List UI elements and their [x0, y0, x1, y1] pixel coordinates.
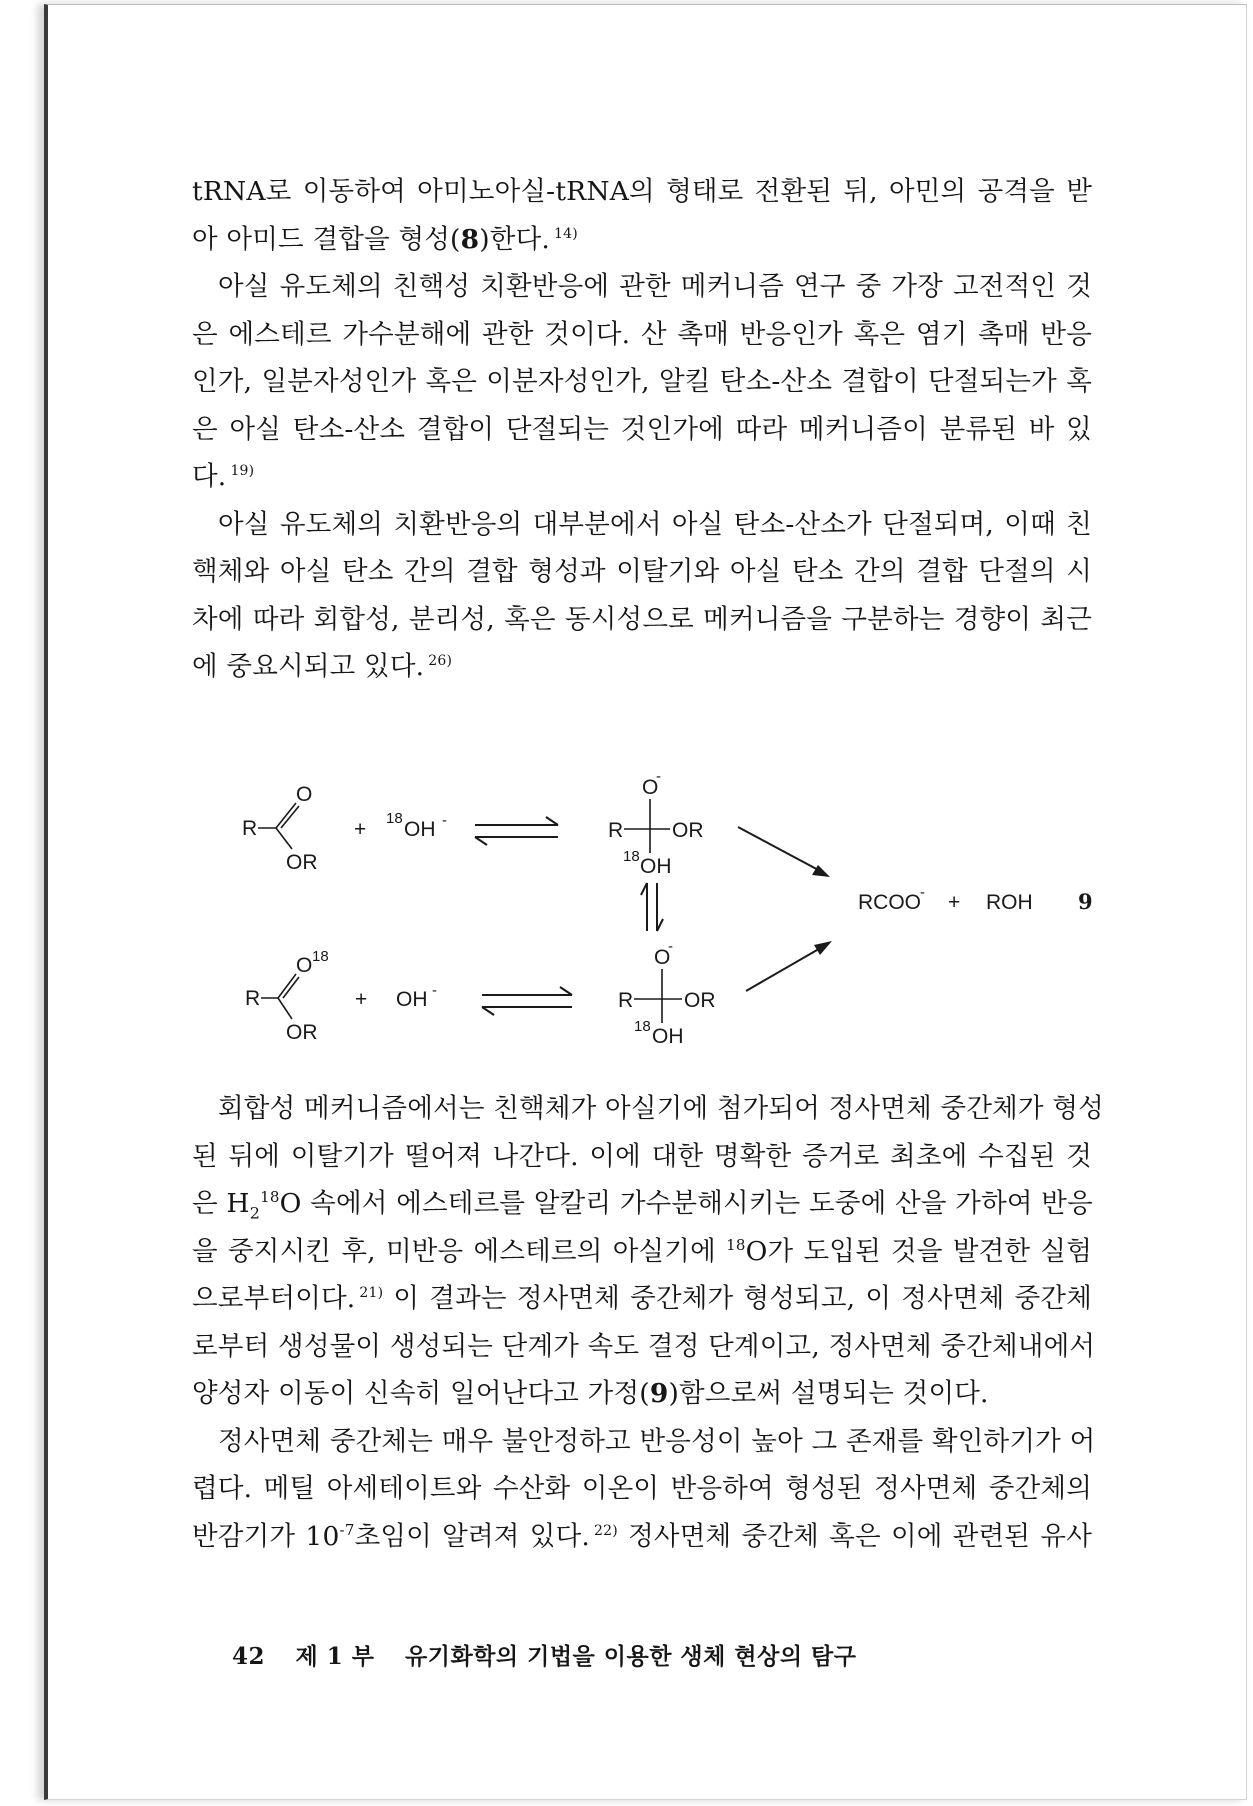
text-fragment: O 속에서 에스테르를 알칼리 가수분해시키는 도중에 산을 가하여 반응 — [279, 1188, 1093, 1219]
text-fragment: )한다. — [479, 223, 551, 255]
text-line: 차에 따라 회합성, 분리성, 혹은 동시성으로 메커니즘을 구분하는 경향이 최근 — [192, 603, 1092, 635]
hydroxide-18 — [386, 810, 447, 841]
equilibrium-arrow-vertical — [641, 883, 663, 931]
citation-ref: 22) — [594, 1522, 618, 1539]
page-footer — [232, 1638, 856, 1671]
oxyanion-label: O — [654, 946, 671, 969]
text-line — [192, 216, 1092, 264]
text-line — [192, 1370, 1092, 1418]
paragraph-2 — [192, 263, 1092, 501]
plus-sign: + — [355, 988, 368, 1011]
text-fragment: )함으로써 설명되는 것이다. — [668, 1378, 989, 1409]
hydroxyl-label: OH — [640, 855, 672, 878]
compound-ref: 8 — [460, 223, 480, 255]
exponent: -7 — [339, 1520, 355, 1539]
charge-label: - — [920, 884, 925, 901]
oxyanion-label: O — [642, 776, 659, 799]
text-fragment: 을 중지시킨 후, 미반응 에스테르의 아실기에 — [192, 1235, 727, 1267]
reaction-scheme — [220, 765, 1120, 1065]
text-line — [192, 1513, 1092, 1561]
text-line — [192, 453, 1092, 501]
hydroxide-label: OH — [396, 988, 428, 1011]
text-line: 회합성 메커니즘에서는 친핵체가 아실기에 첨가되어 정사면체 중간체가 형성 — [218, 1093, 1104, 1124]
plus-sign: + — [354, 818, 367, 841]
text-line: 아실 유도체의 치환반응의 대부분에서 아실 탄소-산소가 단절되며, 이때 친 — [218, 508, 1092, 540]
charge-label: - — [432, 982, 437, 999]
hydroxyl-label: OH — [652, 1025, 684, 1048]
paragraph-1 — [192, 168, 1092, 263]
compound-ref: 9 — [649, 1378, 669, 1409]
text-fragment: 아 아미드 결합을 형성( — [192, 223, 461, 255]
page-number: 42 — [232, 1643, 266, 1670]
alkoxy-label: OR — [286, 851, 318, 874]
carboxylate-label: RCOO — [858, 891, 921, 914]
ester-top — [242, 783, 318, 874]
text-line: tRNA로 이동하여 아미노아실-tRNA의 형태로 전환된 뒤, 아민의 공격을 받 — [192, 176, 1092, 207]
text-line: 은 에스테르 가수분해에 관한 것이다. 산 촉매 반응인가 혹은 염기 촉매 반응 — [192, 318, 1092, 350]
text-fragment: O가 도입된 것을 발견한 실험 — [745, 1235, 1092, 1267]
text-fragment: 에 중요시되고 있다. — [192, 651, 425, 682]
citation-ref: 21) — [359, 1285, 384, 1302]
paragraph-5 — [192, 1418, 1096, 1561]
text-block-lower — [192, 1085, 1104, 1560]
equilibrium-arrow-top — [475, 817, 558, 845]
paragraph-4 — [192, 1085, 1104, 1418]
text-fragment: 은 H — [192, 1188, 250, 1219]
r-group-label: R — [242, 817, 258, 840]
text-line: 렵다. 메틸 아세테이트와 수산화 이온이 반응하여 형성된 정사면체 중간체의 — [192, 1473, 1092, 1504]
text-fragment: 양성자 이동이 신속히 일어난다고 가정( — [192, 1378, 650, 1409]
text-line: 정사면체 중간체는 매우 불안정하고 반응성이 높아 그 존재를 확인하기가 어 — [218, 1425, 1096, 1457]
r-group-label: R — [245, 987, 261, 1010]
alkoxy-label: OR — [286, 1021, 318, 1044]
text-line — [192, 1228, 1092, 1276]
alkoxy-label: OR — [672, 819, 704, 842]
equilibrium-arrow-bottom — [482, 987, 572, 1015]
text-line: 핵체와 아실 탄소 간의 결합 형성과 이탈기와 아실 탄소 간의 결합 단절의 시 — [192, 556, 1092, 587]
isotope-label: 18 — [312, 948, 329, 965]
text-line — [192, 1180, 1092, 1228]
charge-label: - — [442, 812, 447, 829]
ester-bottom — [245, 948, 329, 1044]
paragraph-3 — [192, 501, 1092, 691]
tetrahedral-intermediate-top — [608, 768, 704, 878]
text-line: 된 뒤에 이탈기가 떨어져 나간다. 이에 대한 명확한 증거로 최초에 수집된 것 — [192, 1140, 1092, 1172]
running-title: 유기화학의 기법을 이용한 생체 현상의 탐구 — [405, 1643, 857, 1670]
alcohol-label: ROH — [986, 891, 1033, 914]
hydroxide-label: OH — [404, 818, 436, 841]
text-fragment: 정사면체 중간체 혹은 이에 관련된 유사 — [617, 1520, 1092, 1552]
isotope-superscript: 18 — [726, 1235, 746, 1254]
text-line: 로부터 생성물이 생성되는 단계가 속도 결정 단계이고, 정사면체 중간체내에서 — [192, 1330, 1096, 1362]
arrow-to-products-bottom — [746, 941, 832, 991]
text-line — [192, 643, 1092, 691]
citation-ref: 14) — [554, 225, 578, 242]
text-line: 인가, 일분자성인가 혹은 이분자성인가, 알킬 탄소-산소 결합이 단절되는가 혹 — [192, 366, 1092, 397]
subscript: 2 — [249, 1203, 261, 1223]
alkoxy-label: OR — [684, 989, 716, 1012]
text-fragment: 다. — [192, 461, 227, 492]
products — [858, 884, 1093, 914]
isotope-label: 18 — [386, 810, 403, 827]
text-fragment: 반감기가 10 — [192, 1520, 340, 1552]
text-fragment: 초임이 알려져 있다. — [354, 1520, 591, 1552]
isotope-superscript: 18 — [260, 1188, 280, 1207]
citation-ref: 26) — [428, 653, 453, 670]
carbonyl-oxygen-label: O — [296, 783, 313, 806]
arrow-to-products-top — [738, 827, 830, 877]
isotope-label: 18 — [623, 848, 640, 865]
hydroxide — [396, 982, 437, 1011]
plus-sign: + — [948, 891, 961, 914]
text-fragment: 이 결과는 정사면체 중간체가 형성되고, 이 정사면체 중간체 — [383, 1283, 1092, 1314]
part-label: 제 1 부 — [295, 1643, 375, 1670]
text-line: 은 아실 탄소-산소 결합이 단절되는 것인가에 따라 메커니즘이 분류된 바 있 — [192, 413, 1092, 445]
text-line — [192, 1275, 1092, 1323]
text-line: 아실 유도체의 친핵성 치환반응에 관한 메커니즘 연구 중 가장 고전적인 것 — [218, 271, 1092, 302]
text-block-upper — [192, 168, 1092, 691]
isotope-label: 18 — [634, 1018, 651, 1035]
r-group-label: R — [618, 989, 634, 1012]
scheme-number: 9 — [1078, 889, 1093, 914]
text-fragment: 으로부터이다. — [192, 1283, 356, 1314]
carbonyl-oxygen-label: O — [296, 954, 313, 977]
charge-label: - — [668, 938, 673, 955]
citation-ref: 19) — [230, 463, 255, 480]
tetrahedral-intermediate-bottom — [618, 938, 716, 1048]
r-group-label: R — [608, 819, 624, 842]
charge-label: - — [656, 768, 661, 785]
